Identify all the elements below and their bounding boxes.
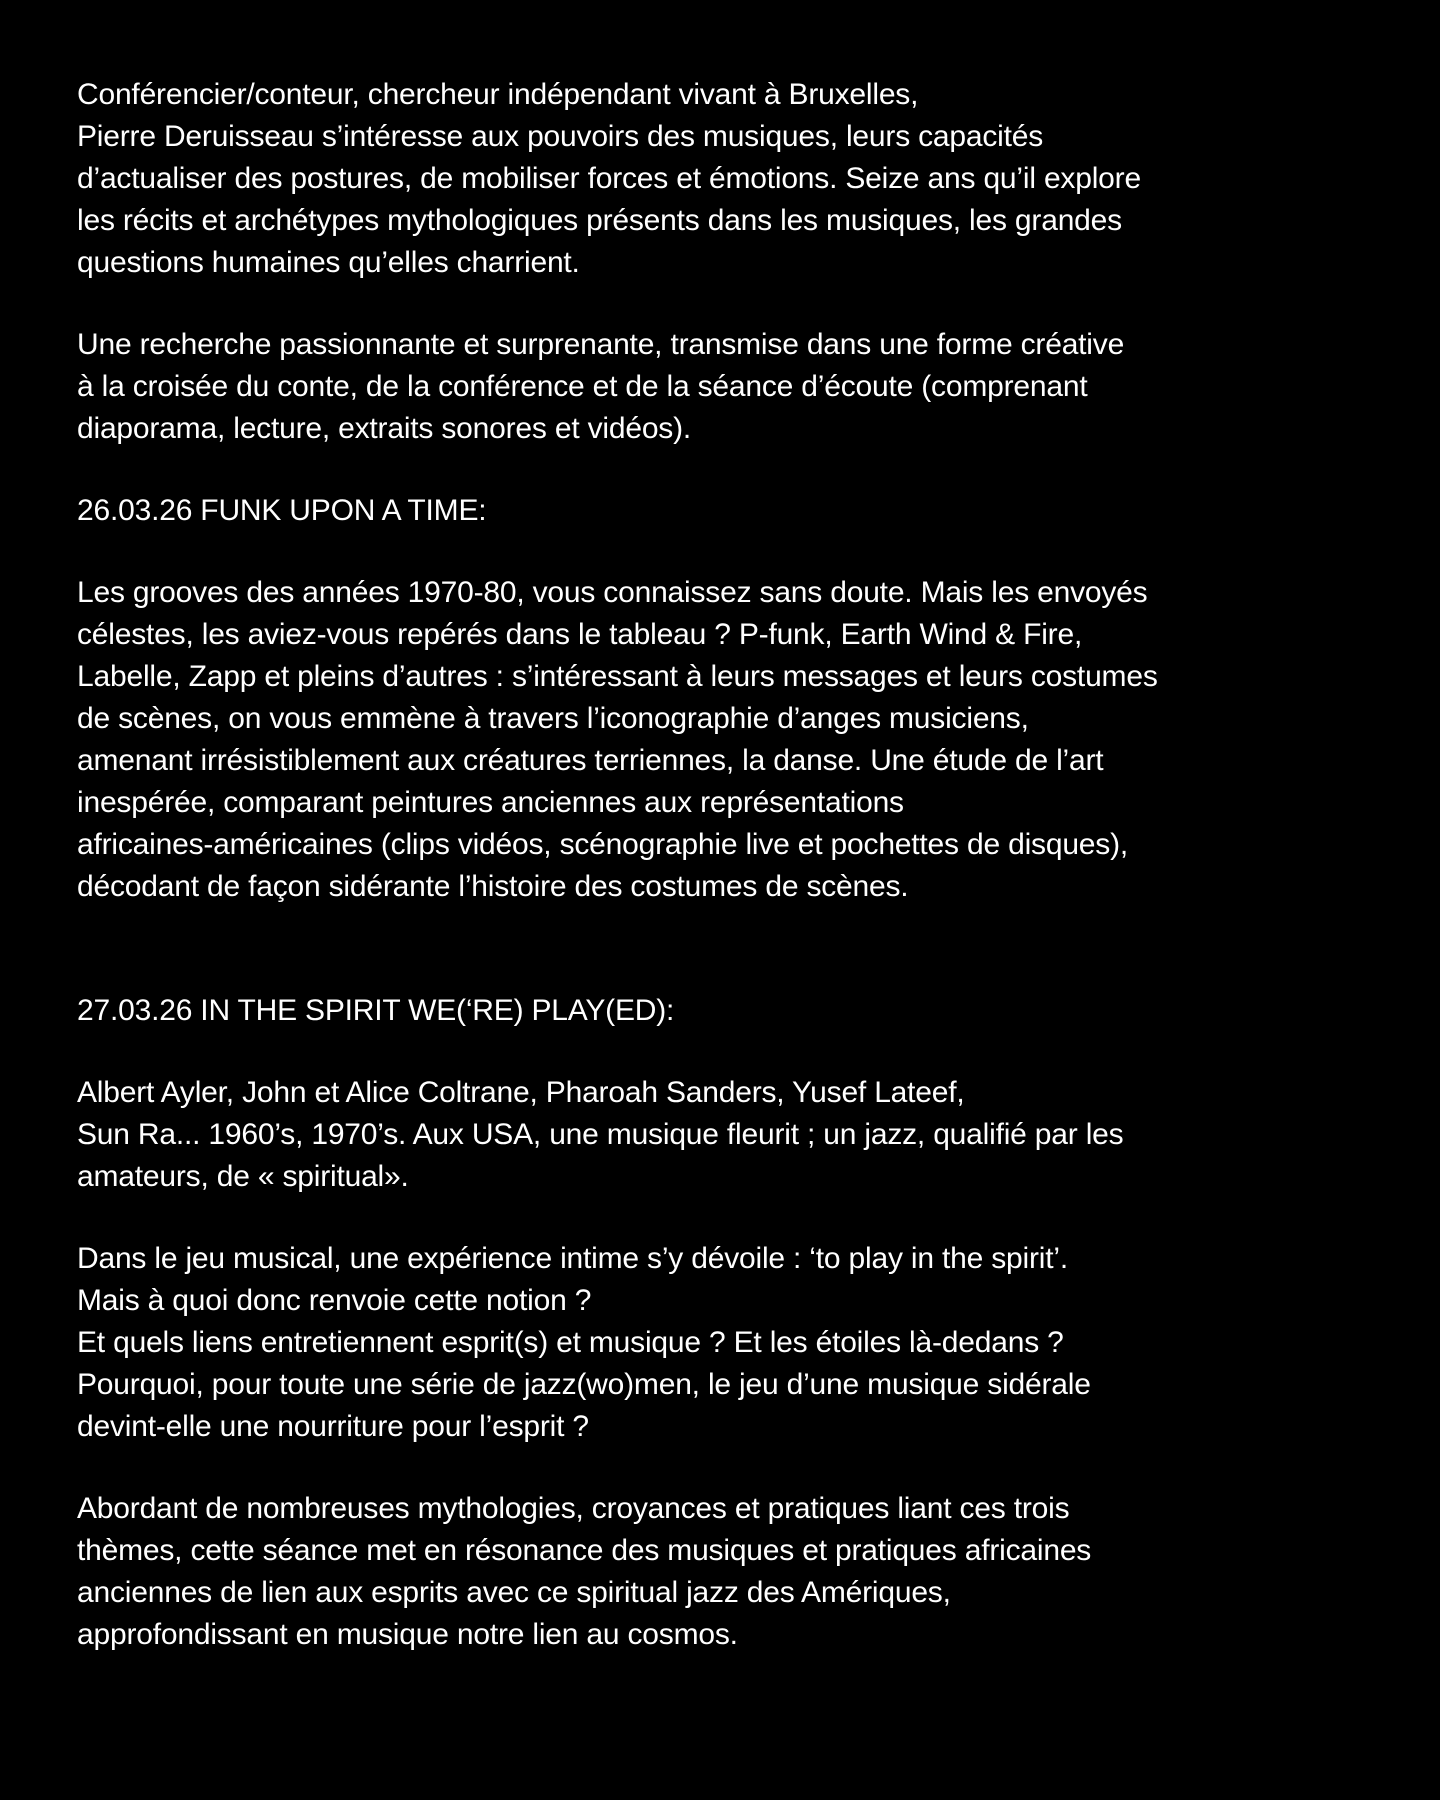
text-line: Les grooves des années 1970-80, vous connaissez sans doute. Mais les envoyés (77, 576, 1148, 609)
event-heading: 26.03.26 FUNK UPON A TIME: (77, 494, 487, 527)
event-1-heading (77, 490, 1377, 532)
text-line: d’actualiser des postures, de mobiliser forces et émotions. Seize ans qu’il explore (77, 162, 1141, 195)
text-line: Conférencier/conteur, chercheur indépendant vivant à Bruxelles, (77, 78, 919, 111)
method-paragraph (77, 324, 1377, 450)
text-line: célestes, les aviez-vous repérés dans le tableau ? P-funk, Earth Wind & Fire, (77, 618, 1083, 651)
text-line: Dans le jeu musical, une expérience intime s’y dévoile : ‘to play in the spirit’. (77, 1242, 1068, 1275)
text-line: africaines-américaines (clips vidéos, scénographie live et pochettes de disques), (77, 828, 1129, 861)
event-2-heading (77, 990, 1377, 1032)
text-line: Mais à quoi donc renvoie cette notion ? (77, 1284, 592, 1317)
text-line: anciennes de lien aux esprits avec ce spiritual jazz des Amériques, (77, 1576, 951, 1609)
text-line: inespérée, comparant peintures anciennes aux représentations (77, 786, 904, 819)
event-1-description (77, 572, 1377, 908)
text-line: amenant irrésistiblement aux créatures terriennes, la danse. Une étude de l’art (77, 744, 1104, 777)
text-line: questions humaines qu’elles charrient. (77, 246, 580, 279)
event-heading: 27.03.26 IN THE SPIRIT WE(‘RE) PLAY(ED): (77, 994, 675, 1027)
text-line: Sun Ra... 1960’s, 1970’s. Aux USA, une musique fleurit ; un jazz, qualifié par les (77, 1118, 1124, 1151)
text-line: approfondissant en musique notre lien au cosmos. (77, 1618, 738, 1651)
text-line: Pierre Deruisseau s’intéresse aux pouvoirs des musiques, leurs capacités (77, 120, 1044, 153)
text-line: Labelle, Zapp et pleins d’autres : s’intéressant à leurs messages et leurs costumes (77, 660, 1158, 693)
text-line: Et quels liens entretiennent esprit(s) et musique ? Et les étoiles là-dedans ? (77, 1326, 1064, 1359)
text-line: les récits et archétypes mythologiques présents dans les musiques, les grandes (77, 204, 1122, 237)
text-line: Albert Ayler, John et Alice Coltrane, Pharoah Sanders, Yusef Lateef, (77, 1076, 965, 1109)
text-line: de scènes, on vous emmène à travers l’iconographie d’anges musiciens, (77, 702, 1029, 735)
event-2-paragraph-2 (77, 1238, 1377, 1448)
event-2-paragraph-1 (77, 1072, 1377, 1198)
text-line: amateurs, de « spiritual». (77, 1160, 409, 1193)
text-line: décodant de façon sidérante l’histoire des costumes de scènes. (77, 870, 909, 903)
text-line: à la croisée du conte, de la conférence et de la séance d’écoute (comprenant (77, 370, 1088, 403)
text-line: Abordant de nombreuses mythologies, croyances et pratiques liant ces trois (77, 1492, 1070, 1525)
text-line: Pourquoi, pour toute une série de jazz(wo)men, le jeu d’une musique sidérale (77, 1368, 1091, 1401)
document-page (77, 74, 1377, 1696)
text-line: thèmes, cette séance met en résonance des musiques et pratiques africaines (77, 1534, 1092, 1567)
text-line: devint-elle une nourriture pour l’esprit ? (77, 1410, 589, 1443)
intro-paragraph (77, 74, 1377, 284)
text-line: diaporama, lecture, extraits sonores et vidéos). (77, 412, 692, 445)
text-line: Une recherche passionnante et surprenante, transmise dans une forme créative (77, 328, 1125, 361)
event-2-paragraph-3 (77, 1488, 1377, 1656)
